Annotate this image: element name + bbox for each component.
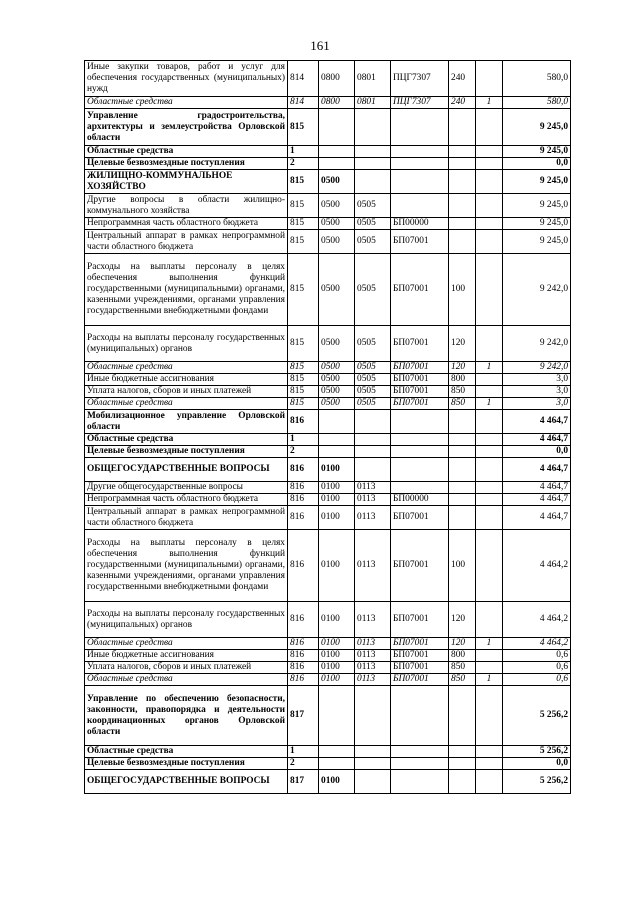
row-section-code-cell (319, 109, 355, 146)
row-target-article-cell: БП07001 (391, 602, 449, 638)
row-sum-cell: 4 464,7 (503, 494, 571, 506)
table-row (85, 158, 571, 170)
row-section-code-cell (319, 746, 355, 758)
row-ministry-code-cell: 816 (288, 482, 319, 494)
row-subsection-code-cell: 0505 (355, 398, 391, 410)
row-source-cell: 1 (476, 97, 503, 109)
row-name-cell: Областные средства (85, 674, 288, 686)
row-expense-type-cell: 800 (449, 374, 476, 386)
row-ministry-code-cell: 816 (288, 674, 319, 686)
row-subsection-code-cell: 0505 (355, 218, 391, 230)
table-row (85, 458, 571, 482)
row-sum-cell: 4 464,2 (503, 530, 571, 602)
row-target-article-cell: БП07001 (391, 662, 449, 674)
row-section-code-cell: 0500 (319, 326, 355, 362)
row-subsection-code-cell (355, 434, 391, 446)
row-sum-cell: 9 242,0 (503, 254, 571, 326)
row-name-cell: Областные средства (85, 638, 288, 650)
row-sum-cell: 4 464,2 (503, 602, 571, 638)
row-subsection-code-cell: 0505 (355, 362, 391, 374)
table-row (85, 662, 571, 674)
row-expense-type-cell (449, 410, 476, 434)
row-subsection-code-cell: 0113 (355, 506, 391, 530)
row-source-cell (476, 446, 503, 458)
row-source-cell (476, 326, 503, 362)
row-section-code-cell (319, 158, 355, 170)
row-ministry-code-cell: 815 (288, 386, 319, 398)
row-sum-cell: 0,6 (503, 662, 571, 674)
table-row (85, 758, 571, 770)
row-name-cell: Областные средства (85, 746, 288, 758)
row-ministry-code-cell: 815 (288, 194, 319, 218)
row-source-cell (476, 109, 503, 146)
row-name-cell: Управление градостроительства, архитектуры и землеустройства Орловской области (85, 109, 288, 146)
row-expense-type-cell: 850 (449, 386, 476, 398)
row-section-code-cell: 0500 (319, 386, 355, 398)
row-name-cell: Непрограммная часть областного бюджета (85, 218, 288, 230)
row-target-article-cell: БП07001 (391, 674, 449, 686)
row-source-cell (476, 218, 503, 230)
table-row (85, 650, 571, 662)
row-expense-type-cell (449, 482, 476, 494)
row-section-code-cell: 0500 (319, 398, 355, 410)
row-name-cell: Областные средства (85, 362, 288, 374)
row-expense-type-cell (449, 746, 476, 758)
row-source-cell (476, 482, 503, 494)
row-subsection-code-cell (355, 746, 391, 758)
row-ministry-code-cell: 2 (288, 758, 319, 770)
row-sum-cell: 0,6 (503, 650, 571, 662)
row-target-article-cell: БП07001 (391, 530, 449, 602)
row-name-cell: ОБЩЕГОСУДАРСТВЕННЫЕ ВОПРОСЫ (85, 458, 288, 482)
row-ministry-code-cell: 816 (288, 494, 319, 506)
row-section-code-cell: 0100 (319, 650, 355, 662)
row-subsection-code-cell (355, 410, 391, 434)
row-name-cell: ОБЩЕГОСУДАРСТВЕННЫЕ ВОПРОСЫ (85, 770, 288, 794)
row-ministry-code-cell: 815 (288, 170, 319, 194)
row-section-code-cell: 0100 (319, 530, 355, 602)
row-expense-type-cell (449, 109, 476, 146)
row-name-cell: Расходы на выплаты персоналу государственных (муниципальных) органов (85, 326, 288, 362)
row-source-cell (476, 410, 503, 434)
row-section-code-cell: 0500 (319, 170, 355, 194)
row-ministry-code-cell: 1 (288, 434, 319, 446)
row-source-cell (476, 374, 503, 386)
row-subsection-code-cell: 0113 (355, 650, 391, 662)
row-sum-cell: 4 464,7 (503, 482, 571, 494)
table-row (85, 218, 571, 230)
row-expense-type-cell (449, 218, 476, 230)
row-source-cell (476, 434, 503, 446)
row-section-code-cell: 0500 (319, 218, 355, 230)
row-source-cell (476, 686, 503, 746)
row-subsection-code-cell: 0505 (355, 194, 391, 218)
row-ministry-code-cell: 815 (288, 398, 319, 410)
row-source-cell (476, 506, 503, 530)
row-source-cell: 1 (476, 398, 503, 410)
row-sum-cell: 580,0 (503, 97, 571, 109)
row-target-article-cell: БП07001 (391, 362, 449, 374)
row-subsection-code-cell: 0505 (355, 230, 391, 254)
row-target-article-cell (391, 758, 449, 770)
row-expense-type-cell: 100 (449, 254, 476, 326)
row-expense-type-cell (449, 494, 476, 506)
row-target-article-cell (391, 686, 449, 746)
row-expense-type-cell (449, 770, 476, 794)
row-expense-type-cell: 240 (449, 61, 476, 97)
row-expense-type-cell (449, 194, 476, 218)
row-expense-type-cell (449, 686, 476, 746)
row-expense-type-cell (449, 230, 476, 254)
row-subsection-code-cell (355, 109, 391, 146)
row-subsection-code-cell (355, 458, 391, 482)
row-sum-cell: 9 245,0 (503, 109, 571, 146)
row-name-cell: Областные средства (85, 97, 288, 109)
table-row (85, 170, 571, 194)
row-name-cell: Целевые безвозмездные поступления (85, 446, 288, 458)
row-subsection-code-cell: 0113 (355, 662, 391, 674)
row-target-article-cell: БП07001 (391, 650, 449, 662)
row-target-article-cell: ПЦГ7307 (391, 97, 449, 109)
row-expense-type-cell (449, 170, 476, 194)
row-expense-type-cell: 100 (449, 530, 476, 602)
row-name-cell: Уплата налогов, сборов и иных платежей (85, 386, 288, 398)
row-name-cell: Другие вопросы в области жилищно-коммунального хозяйства (85, 194, 288, 218)
row-ministry-code-cell: 816 (288, 458, 319, 482)
row-subsection-code-cell (355, 158, 391, 170)
row-sum-cell: 9 242,0 (503, 326, 571, 362)
row-sum-cell: 0,0 (503, 758, 571, 770)
row-section-code-cell: 0100 (319, 602, 355, 638)
row-target-article-cell (391, 109, 449, 146)
row-source-cell (476, 254, 503, 326)
row-source-cell: 1 (476, 638, 503, 650)
row-name-cell: Иные бюджетные ассигнования (85, 650, 288, 662)
row-ministry-code-cell: 815 (288, 362, 319, 374)
row-subsection-code-cell (355, 146, 391, 158)
table-row (85, 230, 571, 254)
row-expense-type-cell: 120 (449, 602, 476, 638)
row-expense-type-cell: 120 (449, 326, 476, 362)
row-target-article-cell (391, 146, 449, 158)
row-name-cell: Целевые безвозмездные поступления (85, 758, 288, 770)
row-section-code-cell (319, 146, 355, 158)
row-ministry-code-cell: 816 (288, 506, 319, 530)
row-section-code-cell: 0100 (319, 770, 355, 794)
row-name-cell: Областные средства (85, 434, 288, 446)
row-sum-cell: 9 245,0 (503, 230, 571, 254)
table-row (85, 482, 571, 494)
row-name-cell: Областные средства (85, 398, 288, 410)
row-subsection-code-cell: 0505 (355, 374, 391, 386)
row-sum-cell: 3,0 (503, 374, 571, 386)
row-ministry-code-cell: 815 (288, 230, 319, 254)
row-section-code-cell: 0500 (319, 362, 355, 374)
table-row (85, 326, 571, 362)
row-sum-cell: 580,0 (503, 61, 571, 97)
table-row (85, 146, 571, 158)
row-target-article-cell (391, 158, 449, 170)
row-source-cell (476, 770, 503, 794)
row-source-cell (476, 386, 503, 398)
row-target-article-cell: БП07001 (391, 254, 449, 326)
row-target-article-cell: БП07001 (391, 386, 449, 398)
row-target-article-cell (391, 482, 449, 494)
row-source-cell (476, 494, 503, 506)
row-subsection-code-cell (355, 170, 391, 194)
table-row (85, 530, 571, 602)
row-sum-cell: 0,6 (503, 674, 571, 686)
row-target-article-cell (391, 410, 449, 434)
row-name-cell: Другие общегосударственные вопросы (85, 482, 288, 494)
row-subsection-code-cell: 0113 (355, 674, 391, 686)
row-expense-type-cell: 120 (449, 638, 476, 650)
row-subsection-code-cell (355, 446, 391, 458)
row-target-article-cell: БП07001 (391, 326, 449, 362)
row-ministry-code-cell: 816 (288, 602, 319, 638)
row-expense-type-cell (449, 758, 476, 770)
table-row (85, 386, 571, 398)
row-section-code-cell: 0500 (319, 194, 355, 218)
row-ministry-code-cell: 814 (288, 97, 319, 109)
table-row (85, 194, 571, 218)
row-sum-cell: 5 256,2 (503, 770, 571, 794)
row-expense-type-cell: 850 (449, 674, 476, 686)
row-sum-cell: 4 464,7 (503, 506, 571, 530)
row-sum-cell: 3,0 (503, 398, 571, 410)
row-name-cell: Иные бюджетные ассигнования (85, 374, 288, 386)
row-ministry-code-cell: 816 (288, 662, 319, 674)
row-source-cell (476, 146, 503, 158)
row-target-article-cell (391, 446, 449, 458)
row-section-code-cell (319, 410, 355, 434)
table-row (85, 506, 571, 530)
budget-table (84, 60, 571, 794)
table-row (85, 674, 571, 686)
table-row (85, 254, 571, 326)
row-source-cell (476, 602, 503, 638)
row-section-code-cell (319, 446, 355, 458)
row-name-cell: Управление по обеспечению безопасности, законности, правопорядка и деятельности координационных органов Орловской области (85, 686, 288, 746)
row-section-code-cell: 0100 (319, 506, 355, 530)
table-row (85, 770, 571, 794)
row-target-article-cell (391, 458, 449, 482)
row-target-article-cell (391, 770, 449, 794)
table-row (85, 638, 571, 650)
row-name-cell: Центральный аппарат в рамках непрограммной части областного бюджета (85, 506, 288, 530)
row-source-cell (476, 662, 503, 674)
row-subsection-code-cell: 0113 (355, 638, 391, 650)
table-row (85, 746, 571, 758)
row-ministry-code-cell: 815 (288, 109, 319, 146)
row-sum-cell: 4 464,7 (503, 410, 571, 434)
row-sum-cell: 4 464,2 (503, 638, 571, 650)
row-subsection-code-cell: 0113 (355, 602, 391, 638)
row-ministry-code-cell: 816 (288, 638, 319, 650)
row-sum-cell: 9 245,0 (503, 146, 571, 158)
row-section-code-cell: 0100 (319, 458, 355, 482)
row-sum-cell: 9 245,0 (503, 218, 571, 230)
row-name-cell: Целевые безвозмездные поступления (85, 158, 288, 170)
row-name-cell: Областные средства (85, 146, 288, 158)
page-number: 161 (310, 38, 330, 53)
row-section-code-cell: 0100 (319, 494, 355, 506)
row-target-article-cell: БП07001 (391, 638, 449, 650)
row-section-code-cell: 0800 (319, 61, 355, 97)
row-target-article-cell (391, 746, 449, 758)
row-target-article-cell: БП07001 (391, 374, 449, 386)
row-ministry-code-cell: 815 (288, 218, 319, 230)
row-ministry-code-cell: 1 (288, 146, 319, 158)
row-name-cell: Непрограммная часть областного бюджета (85, 494, 288, 506)
row-ministry-code-cell: 817 (288, 686, 319, 746)
row-sum-cell: 3,0 (503, 386, 571, 398)
row-subsection-code-cell: 0505 (355, 386, 391, 398)
row-source-cell (476, 170, 503, 194)
row-ministry-code-cell: 817 (288, 770, 319, 794)
row-subsection-code-cell: 0801 (355, 97, 391, 109)
row-source-cell: 1 (476, 674, 503, 686)
table-row (85, 61, 571, 97)
row-name-cell: Центральный аппарат в рамках непрограммной части областного бюджета (85, 230, 288, 254)
row-section-code-cell: 0800 (319, 97, 355, 109)
row-target-article-cell: БП00000 (391, 494, 449, 506)
row-expense-type-cell: 850 (449, 398, 476, 410)
table-row (85, 494, 571, 506)
table-row (85, 602, 571, 638)
row-target-article-cell: БП07001 (391, 506, 449, 530)
row-sum-cell: 5 256,2 (503, 686, 571, 746)
row-sum-cell: 4 464,7 (503, 458, 571, 482)
table-row (85, 362, 571, 374)
row-subsection-code-cell: 0113 (355, 530, 391, 602)
row-source-cell (476, 230, 503, 254)
row-subsection-code-cell (355, 770, 391, 794)
row-target-article-cell: ПЦГ7307 (391, 61, 449, 97)
row-expense-type-cell: 850 (449, 662, 476, 674)
row-expense-type-cell (449, 446, 476, 458)
row-source-cell: 1 (476, 362, 503, 374)
row-expense-type-cell (449, 458, 476, 482)
row-source-cell (476, 458, 503, 482)
row-name-cell: Уплата налогов, сборов и иных платежей (85, 662, 288, 674)
table-row (85, 434, 571, 446)
row-expense-type-cell (449, 158, 476, 170)
row-section-code-cell: 0100 (319, 638, 355, 650)
row-section-code-cell (319, 434, 355, 446)
table-row (85, 686, 571, 746)
row-target-article-cell: БП07001 (391, 398, 449, 410)
row-source-cell (476, 158, 503, 170)
row-ministry-code-cell: 815 (288, 254, 319, 326)
row-sum-cell: 4 464,7 (503, 434, 571, 446)
row-sum-cell: 0,0 (503, 158, 571, 170)
row-section-code-cell: 0100 (319, 662, 355, 674)
row-target-article-cell (391, 434, 449, 446)
table-row (85, 398, 571, 410)
row-name-cell: Расходы на выплаты персоналу государственных (муниципальных) органов (85, 602, 288, 638)
row-ministry-code-cell: 2 (288, 158, 319, 170)
row-subsection-code-cell (355, 686, 391, 746)
row-target-article-cell: БП00000 (391, 218, 449, 230)
table-row (85, 374, 571, 386)
row-name-cell: Расходы на выплаты персоналу в целях обеспечения выполнения функций государственными (муниципальными) органами, казенными учреждениями, органами управления государственными внебюджетными фондами (85, 530, 288, 602)
row-section-code-cell: 0100 (319, 674, 355, 686)
table-row (85, 97, 571, 109)
row-section-code-cell: 0100 (319, 482, 355, 494)
row-sum-cell: 5 256,2 (503, 746, 571, 758)
row-ministry-code-cell: 816 (288, 410, 319, 434)
row-section-code-cell (319, 686, 355, 746)
row-source-cell (476, 746, 503, 758)
row-ministry-code-cell: 2 (288, 446, 319, 458)
row-expense-type-cell (449, 434, 476, 446)
table-row (85, 446, 571, 458)
row-expense-type-cell (449, 506, 476, 530)
row-expense-type-cell: 240 (449, 97, 476, 109)
row-section-code-cell: 0500 (319, 254, 355, 326)
row-sum-cell: 0,0 (503, 446, 571, 458)
row-ministry-code-cell: 816 (288, 650, 319, 662)
row-subsection-code-cell: 0113 (355, 482, 391, 494)
row-ministry-code-cell: 816 (288, 530, 319, 602)
table-row (85, 109, 571, 146)
row-subsection-code-cell: 0113 (355, 494, 391, 506)
row-expense-type-cell (449, 146, 476, 158)
row-section-code-cell (319, 758, 355, 770)
row-section-code-cell: 0500 (319, 374, 355, 386)
row-target-article-cell: БП07001 (391, 230, 449, 254)
row-expense-type-cell: 800 (449, 650, 476, 662)
row-ministry-code-cell: 815 (288, 326, 319, 362)
row-sum-cell: 9 242,0 (503, 362, 571, 374)
row-ministry-code-cell: 814 (288, 61, 319, 97)
row-source-cell (476, 61, 503, 97)
row-target-article-cell (391, 194, 449, 218)
row-subsection-code-cell (355, 758, 391, 770)
row-name-cell: Иные закупки товаров, работ и услуг для обеспечения государственных (муниципальных) нужд (85, 61, 288, 97)
row-source-cell (476, 194, 503, 218)
row-target-article-cell (391, 170, 449, 194)
row-source-cell (476, 650, 503, 662)
row-expense-type-cell: 120 (449, 362, 476, 374)
table-row (85, 410, 571, 434)
row-sum-cell: 9 245,0 (503, 194, 571, 218)
row-name-cell: Мобилизационное управление Орловской области (85, 410, 288, 434)
row-section-code-cell: 0500 (319, 230, 355, 254)
row-subsection-code-cell: 0505 (355, 326, 391, 362)
row-name-cell: Расходы на выплаты персоналу в целях обеспечения выполнения функций государственными (муниципальными) органами, казенными учреждениями, органами управления государственными внебюджетными фондами (85, 254, 288, 326)
row-name-cell: ЖИЛИЩНО-КОММУНАЛЬНОЕ ХОЗЯЙСТВО (85, 170, 288, 194)
row-source-cell (476, 758, 503, 770)
row-ministry-code-cell: 815 (288, 374, 319, 386)
row-subsection-code-cell: 0801 (355, 61, 391, 97)
row-source-cell (476, 530, 503, 602)
row-sum-cell: 9 245,0 (503, 170, 571, 194)
row-subsection-code-cell: 0505 (355, 254, 391, 326)
row-ministry-code-cell: 1 (288, 746, 319, 758)
